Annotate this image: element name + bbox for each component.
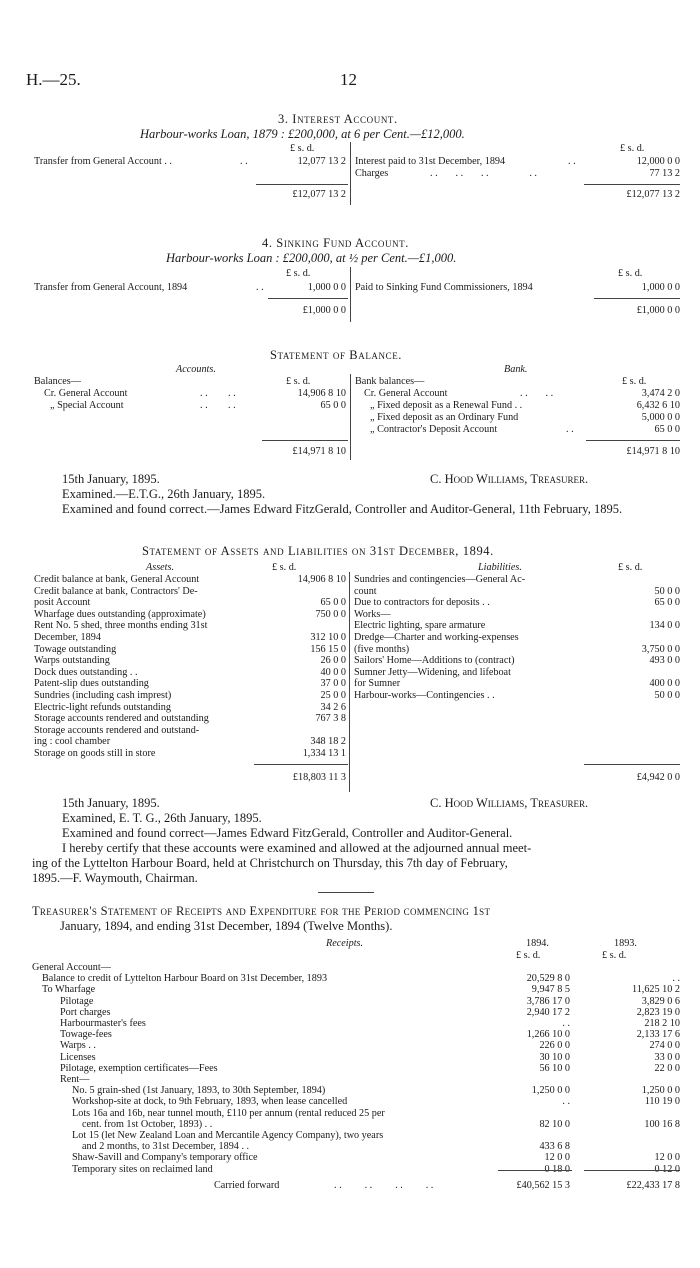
assets-title: Statement of Assets and Liabilities on 31st December, 1894. <box>142 544 494 558</box>
receipt-row-label: No. 5 grain-shed (1st January, 1893, to 30th September, 1894) <box>72 1085 326 1097</box>
sign2-date: 15th January, 1895. <box>62 796 160 810</box>
carried-forward-1894: £40,562 15 3 <box>516 1180 570 1191</box>
asset-row-amount: 34 2 6 <box>320 701 346 713</box>
receipt-row-1894: 30 10 0 <box>539 1051 570 1063</box>
liability-row-amount: 134 0 0 <box>649 620 680 632</box>
certify-line-3: 1895.—F. Waymouth, Chairman. <box>32 871 198 885</box>
receipt-row-label: Pilotage <box>60 995 94 1007</box>
balance-right-amount-4: 65 0 0 <box>654 424 680 435</box>
interest-right-amount-2: 77 13 2 <box>649 168 680 179</box>
balance-right-row-3: „ Fixed deposit as an Ordinary Fund <box>370 412 519 423</box>
receipt-row-label: Temporary sites on reclaimed land <box>72 1163 213 1175</box>
asset-row-amount: 1,334 13 1 <box>302 748 346 759</box>
sinking-fund-subtitle: Harbour-works Loan : £200,000, at ½ per Cent.—£1,000. <box>166 251 457 265</box>
receipt-row-1893: . . <box>672 973 680 985</box>
asset-row-amount: 312 10 0 <box>310 632 346 643</box>
liabilities-head: Liabilities. <box>478 562 522 573</box>
liabilities-total: £4,942 0 0 <box>636 772 680 783</box>
receipt-row-label: and 2 months, to 31st December, 1894 . . <box>82 1141 250 1153</box>
balance-right-amount-1: 3,474 2 0 <box>641 388 680 399</box>
sinking-left-amount: 1,000 0 0 <box>307 282 346 293</box>
receipt-row-label: General Account— <box>32 962 111 973</box>
balance-left-row-0: Balances— <box>34 376 81 387</box>
receipt-row-1893: 11,625 10 2 <box>631 984 680 996</box>
document-ref: H.—25. <box>26 70 81 89</box>
receipt-row-1894: . . <box>562 1096 570 1108</box>
sinking-total-left: £1,000 0 0 <box>302 305 346 316</box>
interest-left-amount: 12,077 13 2 <box>297 156 346 167</box>
page-number: 12 <box>340 70 357 89</box>
liability-row-label: Sundries and contingencies—General Ac- <box>354 574 526 585</box>
asset-row-label: Electric-light refunds outstanding <box>34 701 171 713</box>
sign2-correct: Examined and found correct—James Edward FitzGerald, Controller and Auditor-General. <box>62 826 513 840</box>
year-1894: 1894. <box>526 938 549 949</box>
receipt-row-label: cent. from 1st October, 1893) . . <box>82 1118 213 1130</box>
sign1-treasurer: C. Hood Williams, Treasurer. <box>430 472 589 486</box>
asset-row-label: Patent-slip dues outstanding <box>34 678 149 690</box>
asset-row-amount: 14,906 8 10 <box>297 574 346 585</box>
receipt-row-1893: 2,823 19 0 <box>636 1006 680 1018</box>
balance-left-row-2: „ Special Account <box>50 400 124 411</box>
receipt-row-label: Lot 15 (let New Zealand Loan and Mercantile Agency Company), two years <box>72 1130 384 1141</box>
interest-account-subtitle: Harbour-works Loan, 1879 : £200,000, at 6 per Cent.—£12,000. <box>140 127 465 141</box>
receipt-row-1893: 110 19 0 <box>644 1096 680 1108</box>
balance-right-row-0: Bank balances— <box>355 376 425 387</box>
receipt-row-1893: 218 2 10 <box>644 1018 680 1029</box>
balance-bank-head: Bank. <box>504 364 528 375</box>
liability-row-label: Dredge—Charter and working-expenses <box>354 632 519 643</box>
receipt-row-1893: 3,829 0 6 <box>641 995 680 1007</box>
receipt-row-label: Pilotage, exemption certificates—Fees <box>60 1062 218 1074</box>
sign1-date: 15th January, 1895. <box>62 472 160 486</box>
sign1-correct: Examined and found correct.—James Edward FitzGerald, Controller and Auditor-General, 11th February, 1895. <box>62 502 623 516</box>
receipt-row-label: Warps . . <box>60 1040 96 1052</box>
treasurer-title-line-1: Treasurer's Statement of Receipts and Expenditure for the Period commencing 1st <box>32 904 491 918</box>
asset-row-label: Credit balance at bank, Contractors' De- <box>34 585 198 597</box>
receipt-row-1894: 433 6 8 <box>539 1141 570 1153</box>
receipt-row-label: Rent— <box>60 1074 90 1085</box>
sign2-examined: Examined, E. T. G., 26th January, 1895. <box>62 811 262 825</box>
asset-row-label: Storage accounts rendered and outstand- <box>34 724 200 736</box>
receipt-row-1893: 0 12 0 <box>654 1163 680 1175</box>
receipt-row-label: Harbourmaster's fees <box>60 1018 146 1029</box>
balance-left-row-1: Cr. General Account <box>44 388 128 399</box>
assets-currency-head: £ s. d. <box>272 562 297 573</box>
balance-total-right: £14,971 8 10 <box>626 446 680 457</box>
balance-total-left: £14,971 8 10 <box>292 446 346 457</box>
liability-row-amount: 50 0 0 <box>654 690 680 701</box>
interest-currency-head: £ s. d. <box>290 143 315 154</box>
balance-right-row-2: „ Fixed deposit as a Renewal Fund . . <box>370 400 523 411</box>
balance-right-amount-3: 5,000 0 0 <box>641 412 680 423</box>
receipts-currency-1894: £ s. d. <box>516 950 541 961</box>
interest-total-right: £12,077 13 2 <box>626 189 680 200</box>
interest-account-title: 3. Interest Account. <box>278 112 398 126</box>
liability-row-amount: 493 0 0 <box>649 655 680 667</box>
asset-row-label: Credit balance at bank, General Account <box>34 574 200 585</box>
sinking-total-right: £1,000 0 0 <box>636 305 680 316</box>
balance-left-amount-2: 65 0 0 <box>320 400 346 411</box>
liability-row-label: Harbour-works—Contingencies . . <box>354 690 495 701</box>
interest-right-item-2: Charges <box>355 168 389 179</box>
treasurer-title-line-2: January, 1894, and ending 31st December, 1894 (Twelve Months). <box>60 919 393 933</box>
liability-row-label: Due to contractors for deposits . . <box>354 597 490 609</box>
balance-right-amount-2: 6,432 6 10 <box>636 400 680 411</box>
asset-row-label: Storage accounts rendered and outstanding <box>34 713 209 725</box>
asset-row-amount: 348 18 2 <box>310 736 346 748</box>
liability-row-amount: 50 0 0 <box>654 585 680 597</box>
balance-left-amount-1: 14,906 8 10 <box>297 388 346 399</box>
receipt-row-label: Towage-fees <box>60 1029 112 1041</box>
liability-row-label: Works— <box>354 608 391 620</box>
receipt-row-label: Workshop-site at dock, to 9th February, 1893, when lease cancelled <box>72 1096 348 1108</box>
balance-currency-head-right: £ s. d. <box>622 376 647 387</box>
receipt-row-1894: 56 10 0 <box>539 1062 570 1074</box>
receipt-row-1893: 274 0 0 <box>649 1040 680 1052</box>
asset-row-label: Dock dues outstanding . . <box>34 666 138 678</box>
receipt-row-label: To Wharfage <box>42 984 96 996</box>
asset-row-amount: 40 0 0 <box>320 666 346 678</box>
balance-right-row-1: Cr. General Account <box>364 388 448 399</box>
liability-row-label: for Sumner <box>354 678 401 690</box>
asset-row-label: ing : cool chamber <box>34 736 111 748</box>
section-divider <box>318 892 374 893</box>
asset-row-label: posit Account <box>34 597 91 609</box>
receipt-row-1893: 12 0 0 <box>654 1152 680 1164</box>
sinking-left-item: Transfer from General Account, 1894 <box>34 282 188 293</box>
receipt-row-label: Lots 16a and 16b, near tunnel mouth, £110 per annum (rental reduced 25 per <box>72 1107 385 1119</box>
liability-row-label: Sailors' Home—Additions to (contract) <box>354 655 515 667</box>
asset-row-amount: 156 15 0 <box>310 643 346 655</box>
receipt-row-1893: 2,133 17 6 <box>636 1029 680 1041</box>
interest-total-left: £12,077 13 2 <box>292 189 346 200</box>
liability-row-amount: 3,750 0 0 <box>641 643 680 655</box>
receipt-row-1893: 22 0 0 <box>654 1062 680 1074</box>
asset-row-label: Sundries (including cash imprest) <box>34 690 172 701</box>
liability-row-amount: 400 0 0 <box>649 678 680 690</box>
liability-row-label: Electric lighting, spare armature <box>354 620 486 632</box>
interest-currency-head-right: £ s. d. <box>620 143 645 154</box>
asset-row-label: Rent No. 5 shed, three months ending 31st <box>34 620 208 632</box>
interest-left-item: Transfer from General Account . . <box>34 156 172 167</box>
carried-forward-label: Carried forward <box>214 1180 280 1191</box>
asset-row-label: Towage outstanding <box>34 643 117 655</box>
sinking-currency-head: £ s. d. <box>286 268 311 279</box>
certify-line-2: ing of the Lyttelton Harbour Board, held at Christchurch on Thursday, this 7th day of February, <box>32 856 508 870</box>
asset-row-amount: 37 0 0 <box>320 678 346 690</box>
receipt-row-1894: 9,947 8 5 <box>531 984 570 996</box>
receipt-row-1894: 20,529 8 0 <box>526 973 570 985</box>
asset-row-label: Wharfage dues outstanding (approximate) <box>34 608 206 620</box>
balance-accounts-head: Accounts. <box>176 364 216 375</box>
asset-row-amount: 750 0 0 <box>315 608 346 620</box>
balance-title: Statement of Balance. <box>270 348 403 362</box>
sinking-fund-title: 4. Sinking Fund Account. <box>262 236 410 250</box>
receipt-row-1894: 1,250 0 0 <box>531 1085 570 1097</box>
liabilities-currency-head: £ s. d. <box>618 562 643 573</box>
asset-row-amount: 767 3 8 <box>315 713 346 725</box>
receipt-row-1893: 100 16 8 <box>644 1118 680 1130</box>
interest-right-amount-1: 12,000 0 0 <box>636 156 680 167</box>
receipt-row-1894: 3,786 17 0 <box>526 995 570 1007</box>
receipt-row-label: Balance to credit of Lyttelton Harbour Board on 31st December, 1893 <box>42 973 328 985</box>
receipt-row-label: Port charges <box>60 1006 111 1018</box>
receipt-row-1894: 0 18 0 <box>544 1163 570 1175</box>
receipt-row-1894: 226 0 0 <box>539 1040 570 1052</box>
liability-row-label: (five months) <box>354 643 410 655</box>
sign1-examined: Examined.—E.T.G., 26th January, 1895. <box>62 487 266 501</box>
asset-row-amount: 65 0 0 <box>320 597 346 609</box>
sinking-right-item: Paid to Sinking Fund Commissioners, 1894 <box>355 282 533 293</box>
carried-forward-1893: £22,433 17 8 <box>626 1180 680 1191</box>
receipt-row-1894: 82 10 0 <box>539 1118 570 1130</box>
asset-row-amount: 26 0 0 <box>320 655 346 667</box>
asset-row-label: Warps outstanding <box>34 655 110 667</box>
liability-row-label: Sumner Jetty—Widening, and lifeboat <box>354 666 511 678</box>
receipt-row-1894: 12 0 0 <box>544 1152 570 1164</box>
asset-row-label: Storage on goods still in store <box>34 748 156 759</box>
sign2-treasurer: C. Hood Williams, Treasurer. <box>430 796 589 810</box>
receipt-row-1894: . . <box>562 1018 570 1029</box>
asset-row-amount: 25 0 0 <box>320 690 346 701</box>
liability-row-amount: 65 0 0 <box>654 597 680 609</box>
interest-right-item-1: Interest paid to 31st December, 1894 <box>355 156 506 167</box>
balance-right-row-4: „ Contractor's Deposit Account <box>370 424 498 435</box>
receipt-row-label: Licenses <box>60 1051 96 1063</box>
receipt-row-1894: 2,940 17 2 <box>526 1006 570 1018</box>
sinking-currency-head-right: £ s. d. <box>618 268 643 279</box>
receipt-row-label: Shaw-Savill and Company's temporary office <box>72 1152 258 1164</box>
liability-row-label: count <box>354 585 377 597</box>
assets-head: Assets. <box>146 562 175 573</box>
receipt-row-1893: 33 0 0 <box>654 1051 680 1063</box>
year-1893: 1893. <box>614 938 637 949</box>
receipt-row-1894: 1,266 10 0 <box>526 1029 570 1041</box>
asset-row-label: December, 1894 <box>34 632 101 643</box>
receipts-currency-1893: £ s. d. <box>602 950 627 961</box>
receipts-head: Receipts. <box>326 938 364 949</box>
sinking-right-amount: 1,000 0 0 <box>641 282 680 293</box>
assets-total: £18,803 11 3 <box>292 772 346 783</box>
receipt-row-1893: 1,250 0 0 <box>641 1085 680 1097</box>
certify-line-1: I hereby certify that these accounts were examined and allowed at the adjourned annual meet- <box>62 841 532 855</box>
balance-currency-head: £ s. d. <box>286 376 311 387</box>
